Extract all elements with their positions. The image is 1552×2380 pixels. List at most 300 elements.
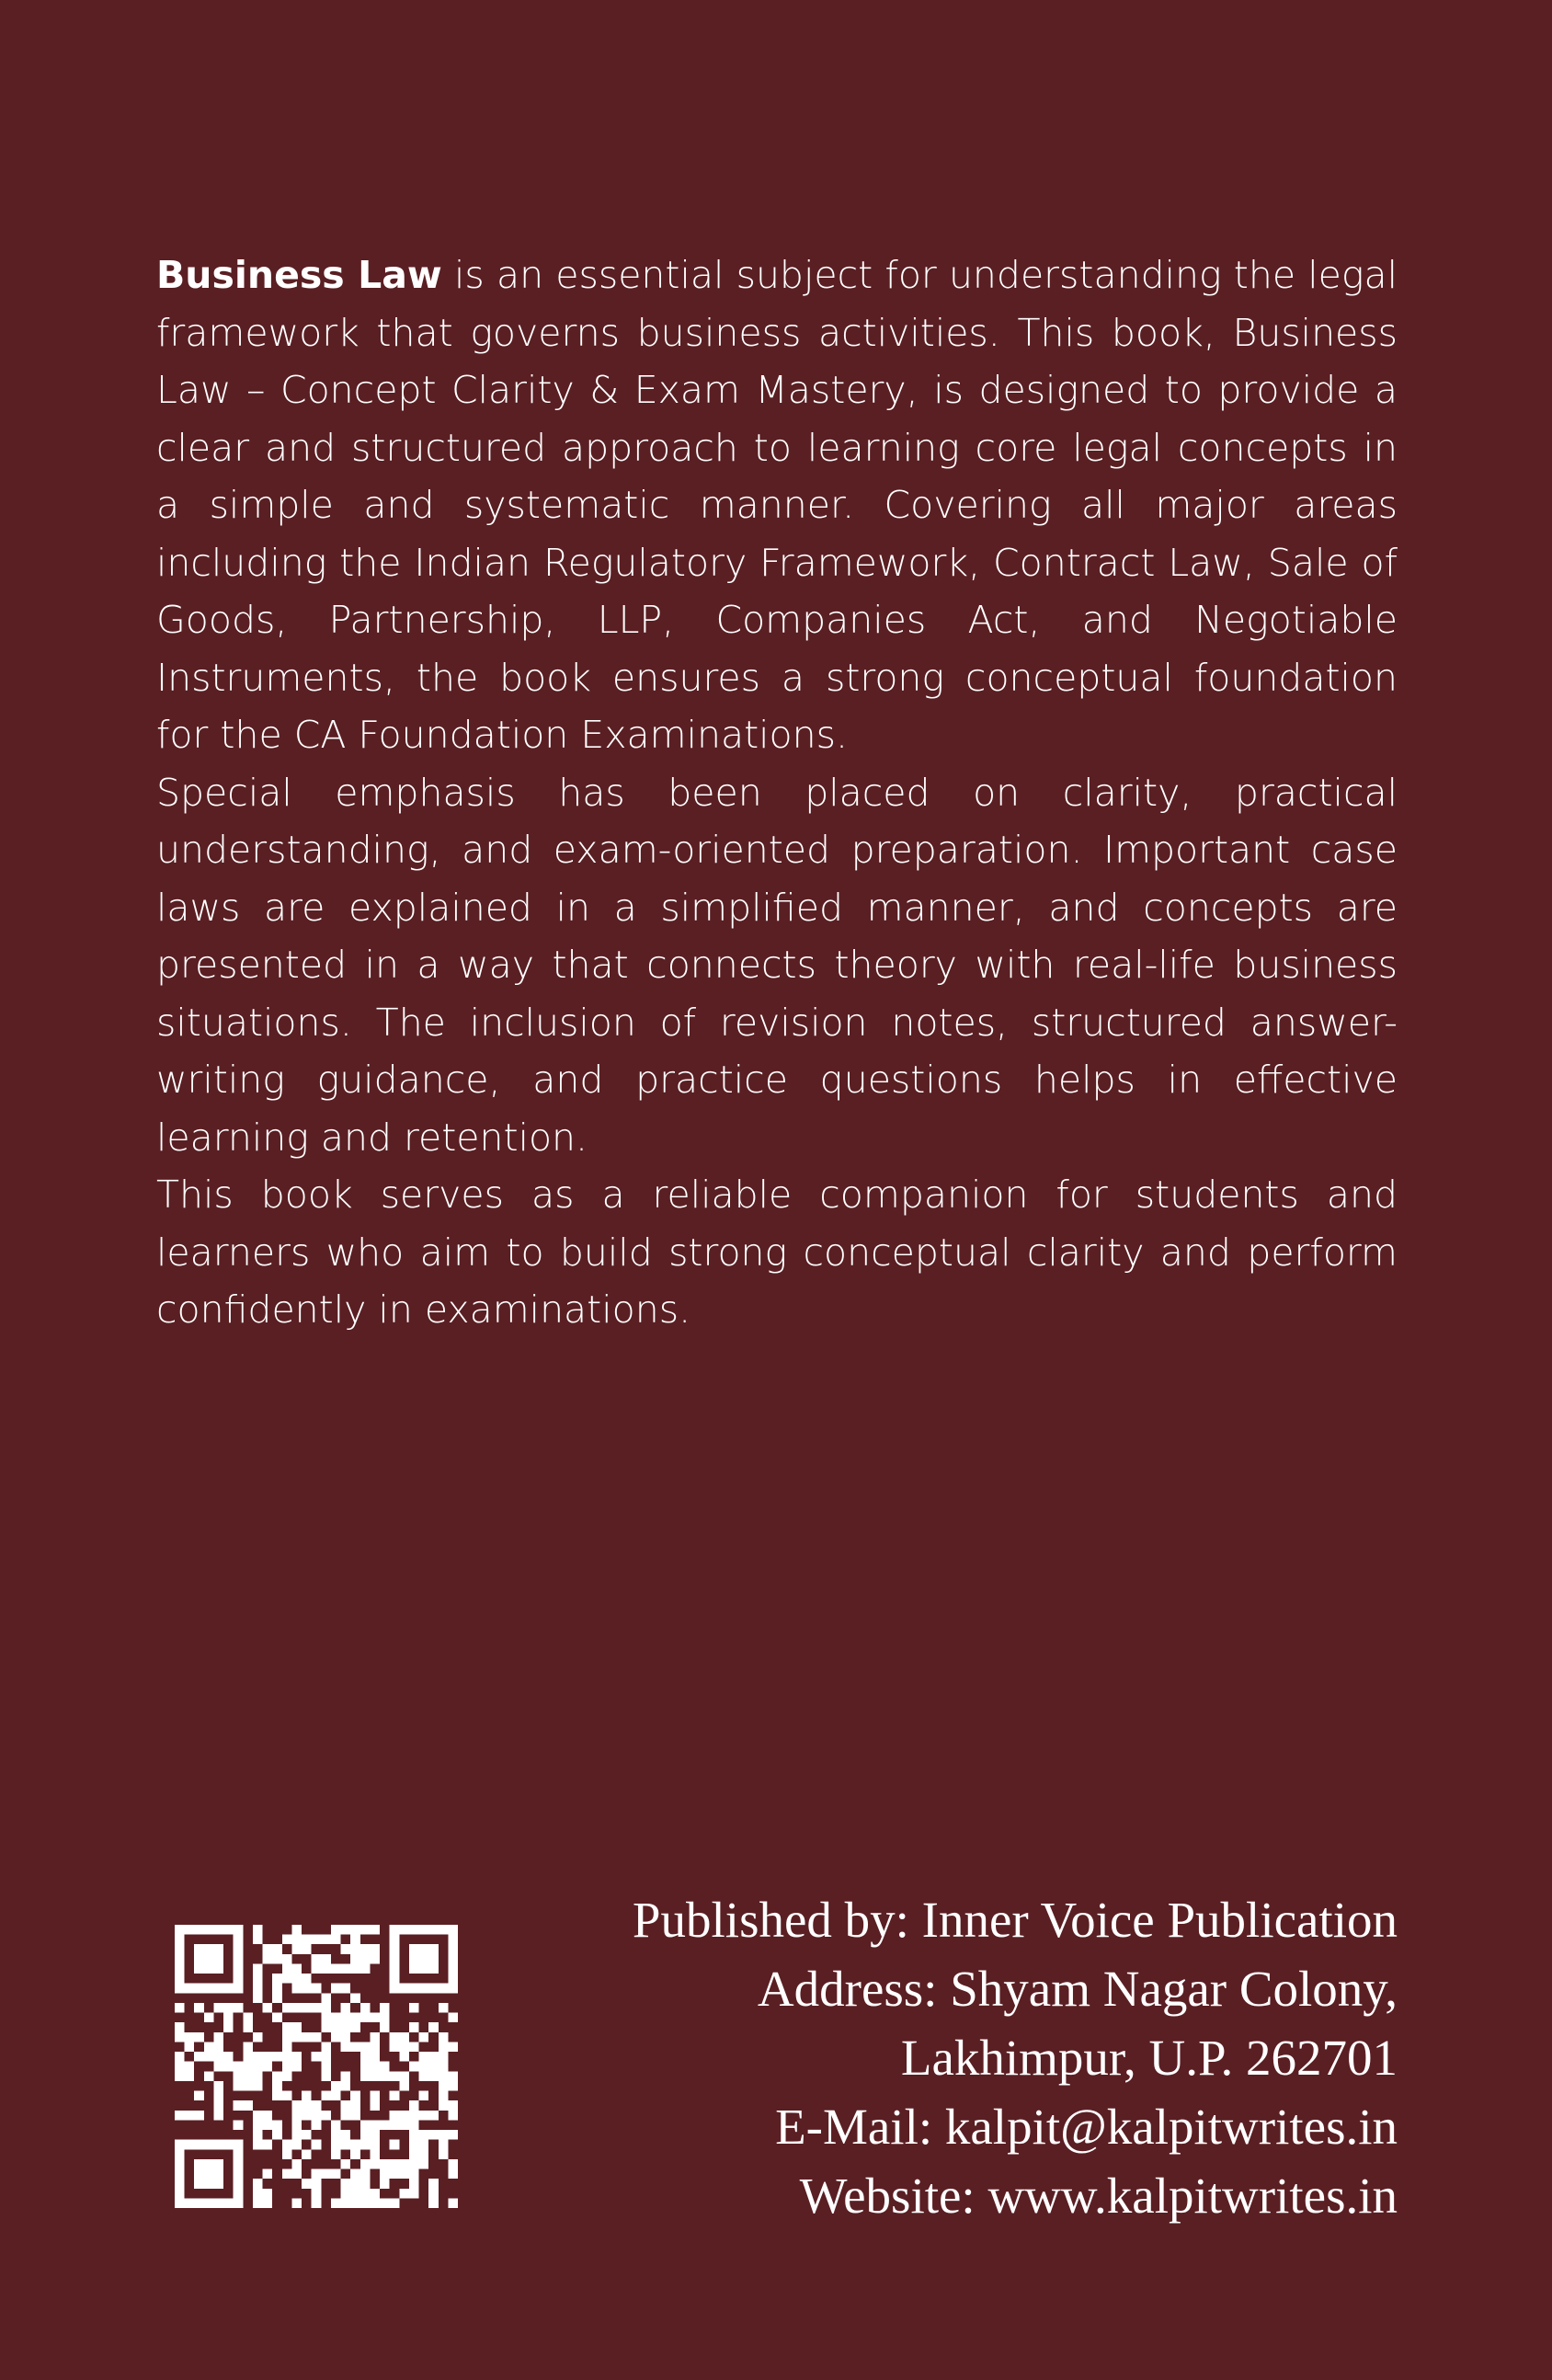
qr-module bbox=[439, 2071, 449, 2081]
qr-module bbox=[243, 2022, 253, 2032]
qr-module bbox=[194, 1944, 204, 1954]
qr-module bbox=[350, 1935, 360, 1945]
qr-module bbox=[448, 2071, 458, 2081]
qr-module bbox=[439, 2140, 449, 2150]
qr-module bbox=[302, 1935, 312, 1945]
qr-module bbox=[243, 2052, 253, 2062]
qr-module bbox=[243, 2081, 253, 2091]
qr-module bbox=[175, 1944, 185, 1954]
qr-module bbox=[282, 2062, 292, 2072]
qr-module bbox=[204, 2159, 214, 2169]
qr-module bbox=[263, 2003, 273, 2013]
qr-module bbox=[341, 2100, 351, 2111]
qr-module bbox=[312, 1935, 322, 1945]
qr-module bbox=[399, 2042, 409, 2052]
qr-module bbox=[399, 2032, 409, 2042]
qr-module bbox=[341, 2111, 351, 2121]
qr-module bbox=[448, 1925, 458, 1935]
qr-module bbox=[223, 2003, 234, 2013]
qr-module bbox=[234, 1984, 244, 1994]
qr-module bbox=[360, 2130, 371, 2140]
qr-module bbox=[234, 1935, 244, 1945]
qr-module bbox=[321, 2169, 331, 2180]
qr-module bbox=[370, 2071, 380, 2081]
qr-module bbox=[321, 2013, 331, 2023]
qr-module bbox=[419, 1944, 429, 1954]
qr-module bbox=[360, 1925, 371, 1935]
qr-module bbox=[282, 2149, 292, 2159]
qr-module bbox=[321, 2062, 331, 2072]
qr-module bbox=[272, 2013, 282, 2023]
qr-module bbox=[448, 2198, 458, 2208]
qr-module bbox=[439, 2091, 449, 2101]
qr-module bbox=[390, 1944, 400, 1954]
qr-module bbox=[234, 2003, 244, 2013]
qr-module bbox=[185, 2032, 195, 2042]
qr-module bbox=[439, 1984, 449, 1994]
qr-module bbox=[253, 1963, 263, 1974]
qr-module bbox=[341, 2013, 351, 2023]
qr-module bbox=[312, 1954, 322, 1964]
qr-module bbox=[291, 2130, 302, 2140]
qr-module bbox=[390, 2140, 400, 2150]
qr-module bbox=[291, 2052, 302, 2062]
qr-module bbox=[370, 2198, 380, 2208]
qr-module bbox=[223, 1925, 234, 1935]
qr-module bbox=[360, 2140, 371, 2150]
qr-module bbox=[204, 1963, 214, 1974]
qr-module bbox=[370, 2062, 380, 2072]
qr-module bbox=[321, 1954, 331, 1964]
qr-module bbox=[439, 2032, 449, 2042]
qr-module bbox=[341, 2032, 351, 2042]
qr-module bbox=[272, 2130, 282, 2140]
qr-module bbox=[331, 2140, 341, 2150]
qr-module bbox=[234, 1963, 244, 1974]
qr-module bbox=[380, 2071, 390, 2081]
qr-module bbox=[204, 2179, 214, 2189]
qr-module bbox=[390, 1974, 400, 1984]
qr-module bbox=[331, 2091, 341, 2101]
qr-module bbox=[282, 2091, 292, 2101]
qr-module bbox=[390, 2169, 400, 2180]
qr-module bbox=[360, 2159, 371, 2169]
qr-module bbox=[213, 2198, 223, 2208]
qr-module bbox=[409, 2042, 419, 2052]
blurb-intro-text: is an essential subject for understanding the legal framework that governs business activities. This book, Business Law – Concept Clarity & Exam Mastery, is designed to provide a clear and structured approach to learning core legal concepts in a simple and systematic manner. Covering all major areas including the Indian Regulatory Framework, Contract Law, Sale of Goods, Partnership, LLP, Companies Act, and Negotiable Instruments, the book ensures a strong conceptual foundation for the CA Foundation Examinations. bbox=[156, 253, 1398, 757]
qr-module bbox=[331, 2169, 341, 2180]
qr-module bbox=[321, 1935, 331, 1945]
qr-module bbox=[428, 1984, 439, 1994]
qr-module bbox=[409, 2003, 419, 2013]
qr-module bbox=[253, 1993, 263, 2003]
qr-module bbox=[390, 2071, 400, 2081]
qr-module bbox=[272, 1974, 282, 1984]
qr-module bbox=[448, 2081, 458, 2091]
qr-module bbox=[448, 2013, 458, 2023]
qr-module bbox=[390, 2042, 400, 2052]
qr-module bbox=[234, 1974, 244, 1984]
qr-module bbox=[380, 2159, 390, 2169]
blurb-title-bold: Business Law bbox=[156, 253, 442, 297]
qr-module bbox=[302, 2091, 312, 2101]
qr-module bbox=[282, 1974, 292, 1984]
qr-module bbox=[350, 2042, 360, 2052]
qr-module bbox=[350, 2013, 360, 2023]
qr-module bbox=[213, 2111, 223, 2121]
qr-module bbox=[263, 1944, 273, 1954]
qr-module bbox=[234, 2169, 244, 2180]
qr-module bbox=[204, 2071, 214, 2081]
qr-module bbox=[390, 2032, 400, 2042]
qr-module bbox=[204, 2013, 214, 2023]
qr-module bbox=[350, 2189, 360, 2199]
qr-module bbox=[223, 2140, 234, 2150]
qr-module bbox=[360, 2179, 371, 2189]
qr-module bbox=[419, 2071, 429, 2081]
address-line-1: Address: Shyam Nagar Colony, bbox=[757, 1961, 1398, 2017]
qr-module bbox=[263, 2052, 273, 2062]
qr-module bbox=[213, 2091, 223, 2101]
qr-module bbox=[380, 2169, 390, 2180]
qr-module bbox=[370, 2140, 380, 2150]
qr-module bbox=[302, 2003, 312, 2013]
qr-module bbox=[175, 2062, 185, 2072]
qr-module bbox=[341, 2189, 351, 2199]
qr-module bbox=[350, 1963, 360, 1974]
qr-module bbox=[312, 1984, 322, 1994]
qr-code-graphic bbox=[175, 1925, 458, 2208]
qr-module bbox=[234, 1925, 244, 1935]
qr-module bbox=[370, 1944, 380, 1954]
qr-module bbox=[439, 2081, 449, 2091]
qr-module bbox=[350, 1954, 360, 1964]
qr-module bbox=[213, 2042, 223, 2052]
qr-module bbox=[419, 2140, 429, 2150]
qr-module bbox=[370, 2091, 380, 2101]
qr-module bbox=[175, 1984, 185, 1994]
qr-module bbox=[409, 2062, 419, 2072]
qr-module bbox=[194, 1984, 204, 1994]
qr-module bbox=[234, 2071, 244, 2081]
qr-module bbox=[194, 1925, 204, 1935]
qr-module bbox=[350, 1925, 360, 1935]
qr-module bbox=[399, 2169, 409, 2180]
qr-module bbox=[439, 2100, 449, 2111]
qr-module bbox=[350, 2091, 360, 2101]
qr-module bbox=[243, 2013, 253, 2023]
qr-module bbox=[175, 2032, 185, 2042]
qr-module bbox=[282, 2169, 292, 2180]
qr-module bbox=[175, 2189, 185, 2199]
qr-module bbox=[185, 2071, 195, 2081]
qr-module bbox=[175, 2159, 185, 2169]
qr-module bbox=[350, 2149, 360, 2159]
qr-module bbox=[302, 1984, 312, 1994]
qr-module bbox=[409, 2159, 419, 2169]
qr-module bbox=[409, 1944, 419, 1954]
qr-module bbox=[331, 2149, 341, 2159]
qr-module bbox=[213, 2052, 223, 2062]
qr-module bbox=[341, 2198, 351, 2208]
qr-module bbox=[350, 2179, 360, 2189]
qr-module bbox=[223, 2198, 234, 2208]
qr-module bbox=[253, 1935, 263, 1945]
qr-module bbox=[291, 2100, 302, 2111]
qr-module bbox=[331, 1963, 341, 1974]
qr-module bbox=[380, 2013, 390, 2023]
qr-module bbox=[175, 2003, 185, 2013]
qr-module bbox=[243, 2062, 253, 2072]
qr-module bbox=[370, 2159, 380, 2169]
qr-module bbox=[204, 1954, 214, 1964]
qr-module bbox=[302, 2149, 312, 2159]
qr-module bbox=[263, 1954, 273, 1964]
qr-module bbox=[291, 2111, 302, 2121]
qr-module bbox=[331, 1935, 341, 1945]
qr-module bbox=[272, 1954, 282, 1964]
qr-module bbox=[272, 2120, 282, 2130]
qr-module bbox=[360, 2189, 371, 2199]
qr-module bbox=[409, 2111, 419, 2121]
qr-module bbox=[409, 2179, 419, 2189]
qr-module bbox=[175, 1974, 185, 1984]
qr-module bbox=[390, 2198, 400, 2208]
qr-module bbox=[175, 2198, 185, 2208]
qr-module bbox=[194, 2169, 204, 2180]
qr-module bbox=[175, 2169, 185, 2180]
qr-module bbox=[194, 2032, 204, 2042]
qr-module bbox=[331, 2130, 341, 2140]
qr-module bbox=[409, 1954, 419, 1964]
qr-module bbox=[175, 2071, 185, 2081]
qr-module bbox=[428, 2189, 439, 2199]
qr-module bbox=[175, 2179, 185, 2189]
qr-module bbox=[370, 2120, 380, 2130]
qr-module bbox=[302, 1974, 312, 1984]
qr-module bbox=[312, 2189, 322, 2199]
qr-module bbox=[291, 2062, 302, 2072]
qr-module bbox=[360, 2071, 371, 2081]
qr-module bbox=[312, 2052, 322, 2062]
qr-module bbox=[448, 1954, 458, 1964]
qr-module bbox=[253, 1925, 263, 1935]
qr-module bbox=[213, 1963, 223, 1974]
qr-module bbox=[321, 2042, 331, 2052]
qr-module bbox=[399, 2111, 409, 2121]
qr-module bbox=[302, 1944, 312, 1954]
qr-module bbox=[370, 2013, 380, 2023]
qr-module bbox=[390, 1925, 400, 1935]
qr-module bbox=[213, 1925, 223, 1935]
qr-module bbox=[263, 2062, 273, 2072]
qr-module bbox=[331, 2032, 341, 2042]
qr-module bbox=[439, 2052, 449, 2062]
published-by-line: Published by: Inner Voice Publication bbox=[632, 1892, 1398, 1948]
qr-module bbox=[263, 2198, 273, 2208]
qr-module bbox=[272, 2071, 282, 2081]
qr-module bbox=[291, 1935, 302, 1945]
blurb-paragraph-3: This book serves as a reliable companion for students and learners who aim to build strong conceptual clarity and perform confidently in examinations. bbox=[156, 1173, 1398, 1332]
qr-module bbox=[321, 2022, 331, 2032]
qr-module bbox=[253, 2052, 263, 2062]
qr-module bbox=[399, 2120, 409, 2130]
qr-module bbox=[360, 2062, 371, 2072]
qr-module bbox=[409, 1984, 419, 1994]
qr-module bbox=[428, 2111, 439, 2121]
qr-module bbox=[272, 2081, 282, 2091]
qr-module bbox=[409, 2120, 419, 2130]
qr-module bbox=[428, 2179, 439, 2189]
qr-module bbox=[448, 2159, 458, 2169]
qr-module bbox=[312, 2032, 322, 2042]
qr-module bbox=[321, 2091, 331, 2101]
qr-module bbox=[175, 1925, 185, 1935]
qr-module bbox=[223, 2062, 234, 2072]
qr-module bbox=[291, 2120, 302, 2130]
website-line: Website: www.kalpitwrites.in bbox=[799, 2168, 1398, 2224]
qr-module bbox=[428, 1963, 439, 1974]
qr-module bbox=[350, 2100, 360, 2111]
qr-module bbox=[175, 2111, 185, 2121]
qr-module bbox=[302, 2179, 312, 2189]
qr-module bbox=[321, 2111, 331, 2121]
qr-module bbox=[175, 2022, 185, 2032]
qr-module bbox=[175, 1954, 185, 1964]
qr-module bbox=[419, 1963, 429, 1974]
qr-module bbox=[291, 2198, 302, 2208]
qr-module bbox=[428, 2052, 439, 2062]
qr-module bbox=[321, 2052, 331, 2062]
qr-module bbox=[213, 2081, 223, 2091]
qr-module bbox=[204, 2140, 214, 2150]
qr-module bbox=[282, 1935, 292, 1945]
qr-module bbox=[263, 2111, 273, 2121]
qr-module bbox=[409, 2189, 419, 2199]
qr-module bbox=[185, 2062, 195, 2072]
qr-module bbox=[370, 2149, 380, 2159]
qr-module bbox=[234, 2140, 244, 2150]
qr-module bbox=[213, 2062, 223, 2072]
qr-module bbox=[213, 1954, 223, 1964]
qr-module bbox=[370, 2130, 380, 2140]
qr-module bbox=[448, 2042, 458, 2052]
qr-module bbox=[253, 1984, 263, 1994]
qr-module bbox=[253, 2071, 263, 2081]
qr-module bbox=[243, 2100, 253, 2111]
qr-module bbox=[282, 2071, 292, 2081]
qr-module bbox=[370, 2032, 380, 2042]
qr-module bbox=[253, 2179, 263, 2189]
qr-module bbox=[282, 2052, 292, 2062]
qr-module bbox=[213, 2032, 223, 2042]
qr-module bbox=[331, 2081, 341, 2091]
qr-module bbox=[302, 2111, 312, 2121]
qr-module bbox=[194, 2140, 204, 2150]
qr-module bbox=[302, 2032, 312, 2042]
qr-module bbox=[360, 2013, 371, 2023]
qr-module bbox=[448, 2130, 458, 2140]
qr-module bbox=[448, 1974, 458, 1984]
qr-module bbox=[350, 2169, 360, 2180]
qr-module bbox=[341, 2071, 351, 2081]
qr-module bbox=[399, 2159, 409, 2169]
qr-module bbox=[234, 1944, 244, 1954]
qr-module bbox=[282, 2032, 292, 2042]
qr-module bbox=[291, 2159, 302, 2169]
qr-module bbox=[185, 2140, 195, 2150]
qr-module bbox=[331, 2022, 341, 2032]
qr-module bbox=[370, 1925, 380, 1935]
qr-module bbox=[448, 2100, 458, 2111]
qr-module bbox=[175, 2149, 185, 2159]
qr-module bbox=[272, 1984, 282, 1994]
qr-module bbox=[253, 2032, 263, 2042]
qr-module bbox=[175, 1935, 185, 1945]
qr-module bbox=[312, 2100, 322, 2111]
qr-module bbox=[243, 2042, 253, 2052]
qr-module bbox=[223, 2052, 234, 2062]
qr-module bbox=[409, 2169, 419, 2180]
qr-module bbox=[428, 1954, 439, 1964]
qr-module bbox=[312, 2120, 322, 2130]
qr-module bbox=[331, 2120, 341, 2130]
qr-module bbox=[439, 2149, 449, 2159]
qr-module bbox=[409, 2022, 419, 2032]
qr-module bbox=[175, 2052, 185, 2062]
qr-code bbox=[175, 1925, 458, 2208]
qr-module bbox=[350, 1993, 360, 2003]
qr-module bbox=[419, 2091, 429, 2101]
qr-module bbox=[194, 2091, 204, 2101]
qr-module bbox=[419, 1954, 429, 1964]
qr-module bbox=[253, 2081, 263, 2091]
qr-module bbox=[213, 1944, 223, 1954]
qr-module bbox=[204, 1925, 214, 1935]
qr-module bbox=[419, 2130, 429, 2140]
qr-module bbox=[234, 2149, 244, 2159]
qr-module bbox=[312, 2179, 322, 2189]
qr-module bbox=[380, 2179, 390, 2189]
qr-module bbox=[341, 2159, 351, 2169]
qr-module bbox=[409, 1925, 419, 1935]
qr-module bbox=[213, 2179, 223, 2189]
qr-module bbox=[448, 1944, 458, 1954]
qr-module bbox=[282, 1963, 292, 1974]
qr-module bbox=[419, 2149, 429, 2159]
qr-module bbox=[291, 1984, 302, 1994]
qr-module bbox=[331, 2013, 341, 2023]
qr-module bbox=[185, 2111, 195, 2121]
qr-module bbox=[282, 2003, 292, 2013]
qr-module bbox=[439, 2062, 449, 2072]
qr-module bbox=[194, 1963, 204, 1974]
qr-module bbox=[213, 2159, 223, 2169]
qr-module bbox=[263, 2169, 273, 2180]
qr-module bbox=[194, 2198, 204, 2208]
qr-module bbox=[409, 1963, 419, 1974]
qr-module bbox=[204, 2042, 214, 2052]
blurb-paragraph-1 bbox=[156, 246, 1398, 764]
qr-module bbox=[253, 2140, 263, 2150]
qr-module bbox=[360, 2052, 371, 2062]
qr-module bbox=[370, 2052, 380, 2062]
qr-module bbox=[341, 1944, 351, 1954]
qr-module bbox=[380, 2022, 390, 2032]
qr-module bbox=[194, 1954, 204, 1964]
qr-module bbox=[291, 2003, 302, 2013]
qr-module bbox=[350, 2140, 360, 2150]
